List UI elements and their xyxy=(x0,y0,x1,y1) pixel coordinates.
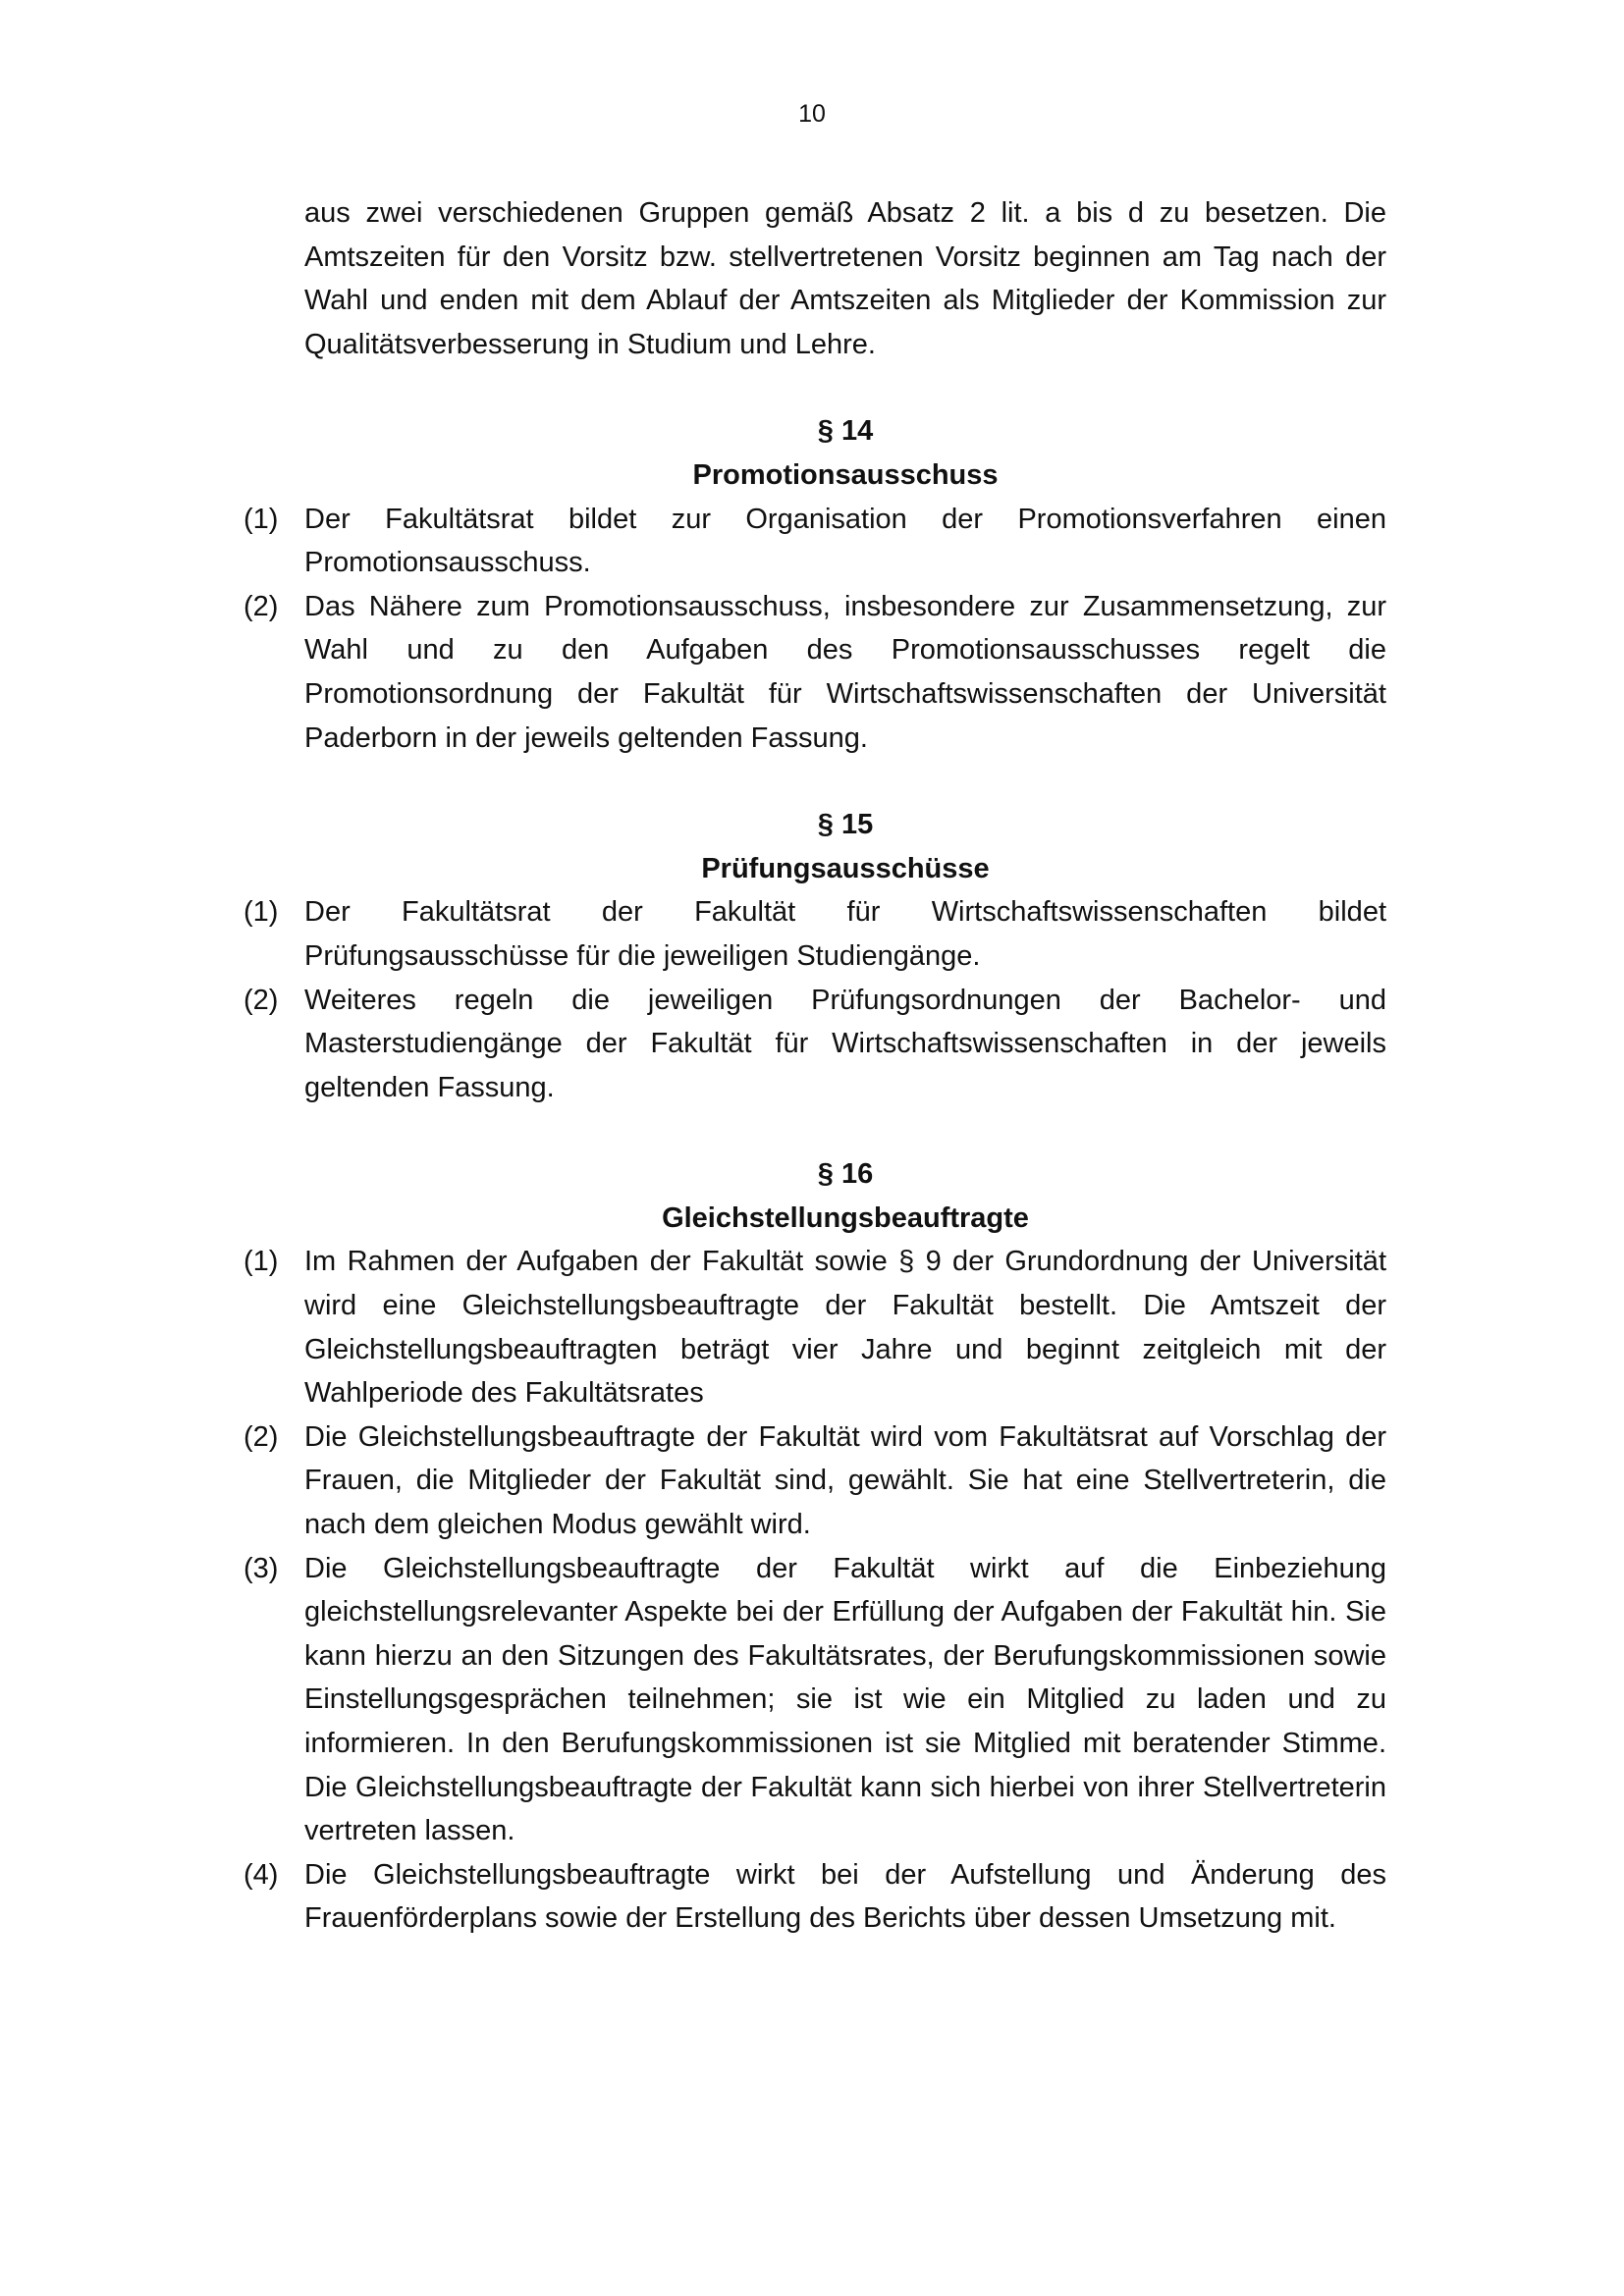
list-item xyxy=(244,979,1386,1110)
item-number: (1) xyxy=(244,1246,279,1278)
item-number: (2) xyxy=(244,984,279,1016)
item-text: Die Gleichstellungsbeauftragte der Fakultät wird vom Fakultätsrat auf Vorschlag der Frauen, die Mitglieder der Fakultät sind, gewählt. Sie hat eine Stellvertreterin, die nach dem gleichen Modus gewählt wird. xyxy=(304,1420,1386,1541)
section-items xyxy=(244,890,1386,1109)
item-text: Die Gleichstellungsbeauftragte der Fakultät wirkt auf die Einbeziehung gleichstellungsrelevanter Aspekte bei der Erfüllung der Aufgaben der Fakultät hin. Sie kann hierzu an den Sitzungen des Fakultätsrates, der Berufungskommissionen sowie Einstellungsgesprächen teilnehmen; sie ist wie ein Mitglied zu laden und zu informieren. In den Berufungskommissionen ist sie Mitglied mit beratender Stimme. Die Gleichstellungsbeauftragte der Fakultät kann sich hierbei von ihrer Stellvertreterin vertreten lassen. xyxy=(304,1552,1386,1847)
item-text: Weiteres regeln die jeweiligen Prüfungsordnungen der Bachelor- und Masterstudiengänge der Fakultät für Wirtschaftswissenschaften in der jeweils geltenden Fassung. xyxy=(304,984,1386,1103)
item-text: Der Fakultätsrat der Fakultät für Wirtschaftswissenschaften bildet Prüfungsausschüsse für die jeweiligen Studiengänge. xyxy=(304,896,1386,972)
list-item xyxy=(244,1853,1386,1941)
section-number: § 16 xyxy=(817,1158,874,1191)
item-text: Das Nähere zum Promotionsausschuss, insbesondere zur Zusammensetzung, zur Wahl und zu den Aufgaben des Promotionsausschusses regelt die Promotionsordnung der Fakultät für Wirtschaftswissenschaften der Universität Paderborn in der jeweils geltenden Fassung. xyxy=(304,590,1386,754)
document-body xyxy=(244,191,1386,1941)
list-item xyxy=(244,1240,1386,1415)
item-text: Die Gleichstellungsbeauftragte wirkt bei der Aufstellung und Änderung des Frauenförderplans sowie der Erstellung des Berichts über dessen Umsetzung mit. xyxy=(304,1858,1386,1935)
list-item xyxy=(244,498,1386,585)
item-number: (2) xyxy=(244,1420,279,1453)
section-15 xyxy=(244,803,1386,1109)
list-item xyxy=(244,585,1386,760)
list-item xyxy=(244,890,1386,978)
section-title: Promotionsausschuss xyxy=(692,458,999,491)
item-text: Im Rahmen der Aufgaben der Fakultät sowie § 9 der Grundordnung der Universität wird eine Gleichstellungsbeauftragte der Fakultät bestellt. Die Amtszeit der Gleichstellungsbeauftragten beträgt vier Jahre und beginnt zeitgleich mit der Wahlperiode des Fakultätsrates xyxy=(304,1246,1386,1410)
page-number: 10 xyxy=(798,100,826,128)
list-item xyxy=(244,1415,1386,1547)
item-number: (2) xyxy=(244,590,279,622)
item-text: Der Fakultätsrat bildet zur Organisation der Promotionsverfahren einen Promotionsausschuss. xyxy=(304,503,1386,579)
section-number: § 14 xyxy=(817,415,874,448)
section-14 xyxy=(244,409,1386,760)
item-number: (1) xyxy=(244,896,279,929)
section-16 xyxy=(244,1152,1386,1941)
item-number: (4) xyxy=(244,1858,279,1891)
section-number: § 15 xyxy=(817,809,874,841)
item-number: (3) xyxy=(244,1552,279,1584)
list-item xyxy=(244,1547,1386,1853)
section-items xyxy=(244,1240,1386,1941)
section-title: Prüfungsausschüsse xyxy=(701,852,990,884)
intro-paragraph: aus zwei verschiedenen Gruppen gemäß Absatz 2 lit. a bis d zu besetzen. Die Amtszeiten für den Vorsitz bzw. stellvertretenen Vorsitz beginnen am Tag nach der Wahl und enden mit dem Ablauf der Amtszeiten als Mitglieder der Kommission zur Qualitätsverbesserung in Studium und Lehre. xyxy=(304,197,1386,360)
section-items xyxy=(244,498,1386,761)
item-number: (1) xyxy=(244,503,279,535)
section-title: Gleichstellungsbeauftragte xyxy=(662,1201,1029,1234)
